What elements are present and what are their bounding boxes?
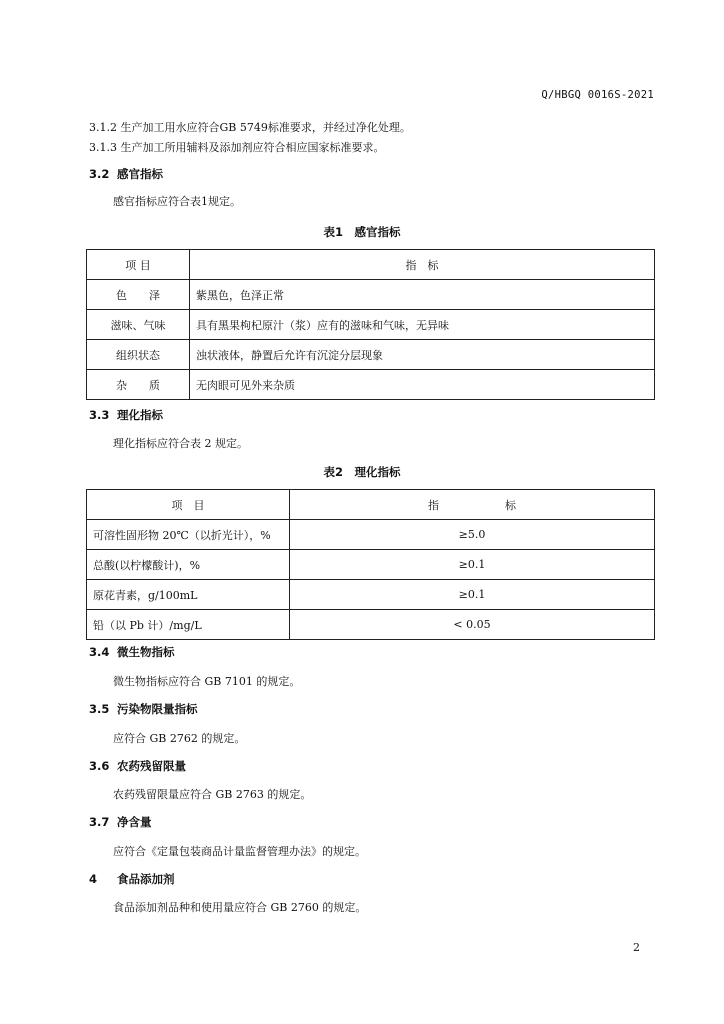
table-cell: 具有黑果枸杞原汁（浆）应有的滋味和气味，无异味 bbox=[190, 310, 655, 340]
section-title: 净含量 bbox=[117, 815, 152, 829]
column-header: 项 目 bbox=[87, 250, 190, 280]
table-row bbox=[87, 580, 655, 610]
table-cell: 无肉眼可见外来杂质 bbox=[190, 370, 655, 400]
section-3-5-text: 应符合 GB 2762 的规定。 bbox=[113, 732, 246, 745]
section-4-heading bbox=[89, 871, 175, 887]
section-title: 感官指标 bbox=[117, 167, 164, 181]
section-3-4-text: 微生物指标应符合 GB 7101 的规定。 bbox=[113, 675, 301, 688]
section-number: 3.7 bbox=[89, 815, 110, 829]
table-row bbox=[87, 550, 655, 580]
column-header: 指 标 bbox=[190, 250, 655, 280]
section-number: 3.3 bbox=[89, 408, 110, 422]
table-row bbox=[87, 370, 655, 400]
table-cell: 总酸(以柠檬酸计)，% bbox=[87, 550, 290, 580]
section-title: 微生物指标 bbox=[117, 645, 175, 659]
clause-3-1-2: 3.1.2 生产加工用水应符合GB 5749标准要求，并经过净化处理。 bbox=[89, 121, 411, 134]
section-number: 3.6 bbox=[89, 759, 110, 773]
table-cell: 原花青素，g/100mL bbox=[87, 580, 290, 610]
table-cell: 杂 质 bbox=[87, 370, 190, 400]
page-number: 2 bbox=[633, 941, 640, 954]
table-cell: 组织状态 bbox=[87, 340, 190, 370]
table2-caption: 表2 理化指标 bbox=[323, 465, 401, 479]
section-3-5-heading bbox=[89, 701, 198, 717]
table-row bbox=[87, 280, 655, 310]
table-header-row bbox=[87, 490, 655, 520]
section-number: 3.4 bbox=[89, 645, 110, 659]
table-row bbox=[87, 310, 655, 340]
section-3-2-text: 感官指标应符合表1规定。 bbox=[113, 195, 241, 208]
table1-caption: 表1 感官指标 bbox=[323, 225, 401, 239]
section-3-4-heading bbox=[89, 644, 175, 660]
section-title: 食品添加剂 bbox=[117, 872, 175, 886]
section-title: 理化指标 bbox=[117, 408, 164, 422]
section-3-3-heading bbox=[89, 407, 163, 423]
section-3-6-heading bbox=[89, 758, 186, 774]
section-3-7-text: 应符合《定量包装商品计量监督管理办法》的规定。 bbox=[113, 845, 366, 858]
table-row bbox=[87, 520, 655, 550]
section-4-text: 食品添加剂品种和使用量应符合 GB 2760 的规定。 bbox=[113, 901, 367, 914]
section-number: 4 bbox=[89, 872, 98, 886]
table-cell: 可溶性固形物 20℃（以折光计），% bbox=[87, 520, 290, 550]
table-cell: ≥5.0 bbox=[290, 520, 655, 550]
column-header: 项 目 bbox=[87, 490, 290, 520]
physicochemical-table bbox=[86, 489, 655, 640]
section-title: 农药残留限量 bbox=[117, 759, 187, 773]
section-3-7-heading bbox=[89, 814, 152, 830]
table-header-row bbox=[87, 250, 655, 280]
table-cell: 铅（以 Pb 计）/mg/L bbox=[87, 610, 290, 640]
section-number: 3.5 bbox=[89, 702, 110, 716]
table-cell: ≥0.1 bbox=[290, 580, 655, 610]
table-cell: 紫黑色，色泽正常 bbox=[190, 280, 655, 310]
table-row bbox=[87, 340, 655, 370]
sensory-table bbox=[86, 249, 655, 400]
table-cell: < 0.05 bbox=[290, 610, 655, 640]
column-header: 指 标 bbox=[290, 490, 655, 520]
table-cell: 滋味、气味 bbox=[87, 310, 190, 340]
table-cell: 浊状液体，静置后允许有沉淀分层现象 bbox=[190, 340, 655, 370]
section-3-2-heading bbox=[89, 166, 163, 182]
section-3-6-text: 农药残留限量应符合 GB 2763 的规定。 bbox=[113, 788, 312, 801]
section-number: 3.2 bbox=[89, 167, 110, 181]
table-cell: 色 泽 bbox=[87, 280, 190, 310]
document-code: Q/HBGQ 0016S-2021 bbox=[541, 89, 654, 101]
table-row bbox=[87, 610, 655, 640]
section-title: 污染物限量指标 bbox=[117, 702, 198, 716]
section-3-3-text: 理化指标应符合表 2 规定。 bbox=[113, 437, 248, 450]
clause-3-1-3: 3.1.3 生产加工所用辅料及添加剂应符合相应国家标准要求。 bbox=[89, 141, 385, 154]
table-cell: ≥0.1 bbox=[290, 550, 655, 580]
